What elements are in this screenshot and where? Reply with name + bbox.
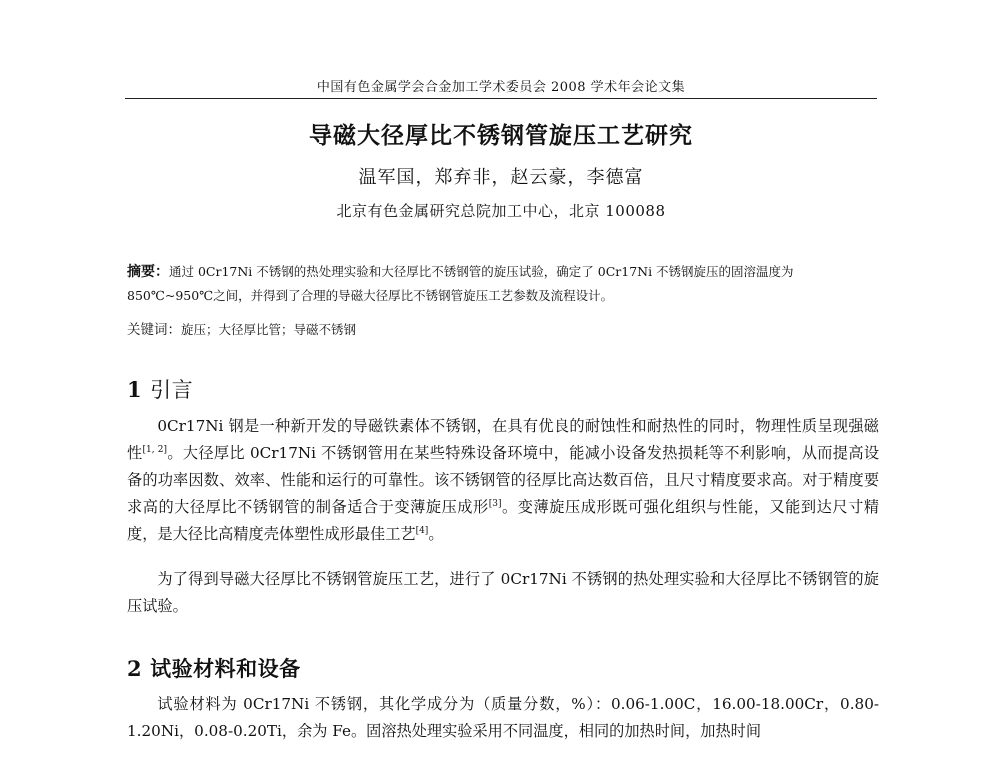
- paper-title: 导磁大径厚比不锈钢管旋压工艺研究: [309, 123, 693, 149]
- affiliation: 北京有色金属研究总院加工中心，北京 100088: [336, 202, 666, 220]
- abstract-text: 通过 0Cr17Ni 不锈钢的热处理实验和大径厚比不锈钢管的旋压试验，确定了 0Cr17Ni 不锈钢旋压的固溶温度为 850℃~950℃之间，并得到了合理的导磁大径厚比不锈钢管旋压工艺参数及流程设计。: [127, 264, 794, 303]
- paragraph-text: 。大径厚比 0Cr17Ni 不锈钢管用在某些特殊设备环境中，能减小设备发热损耗等不利影响，从而提高设备的功率因数、效率、性能和运行的可靠性。该不锈钢管的径厚比高达数百倍，且尺寸精度要求高。对于精度要求高的大径厚比不锈钢管的制备适合于变薄旋压成形: [127, 444, 880, 516]
- section-title: 引言: [150, 378, 194, 402]
- citation: [3]: [488, 499, 502, 509]
- keywords: [127, 318, 879, 338]
- paragraph-text: 0Cr17Ni 钢是一种新开发的导磁铁素体不锈钢，在具有优良的耐蚀性和耐热性的同时，物理性质呈现强磁性: [127, 417, 879, 462]
- section-heading-introduction: [127, 374, 193, 404]
- citation: [1, 2]: [142, 445, 168, 455]
- paragraph-text: 。变薄旋压成形既可强化组织与性能，又能到达尺寸精度，是大径比高精度壳体塑性成形最佳工艺: [127, 498, 880, 543]
- keywords-label: 关键词：: [127, 322, 181, 338]
- keywords-text: 旋压；大径厚比管；导磁不锈钢: [181, 322, 357, 337]
- abstract-label: 摘要：: [127, 264, 169, 280]
- intro-paragraph-2: 为了得到导磁大径厚比不锈钢管旋压工艺，进行了 0Cr17Ni 不锈钢的热处理实验和大径厚比不锈钢管的旋压试验。: [127, 570, 879, 615]
- section-number: 1: [127, 377, 143, 402]
- citation: [4]: [415, 526, 429, 536]
- paragraph-text: 。: [428, 525, 444, 543]
- section-number: 2: [127, 656, 143, 681]
- abstract: [127, 260, 879, 307]
- materials-paragraph-1: 试验材料为 0Cr17Ni 不锈钢，其化学成分为（质量分数，%）：0.06-1.00C，16.00-18.00Cr，0.80-1.20Ni，0.08-0.20Ti，余为 Fe。固溶热处理实验采用不同温度，相同的加热时间，加热时间: [127, 695, 879, 740]
- intro-paragraph-1: [127, 413, 879, 548]
- author-list: 温军国，郑弃非，赵云豪，李德富: [358, 167, 644, 188]
- header-rule: [125, 98, 877, 99]
- running-header: 中国有色金属学会合金加工学术委员会 2008 学术年会论文集: [316, 80, 686, 95]
- section-heading-materials: [127, 653, 301, 683]
- section-title: 试验材料和设备: [150, 656, 301, 681]
